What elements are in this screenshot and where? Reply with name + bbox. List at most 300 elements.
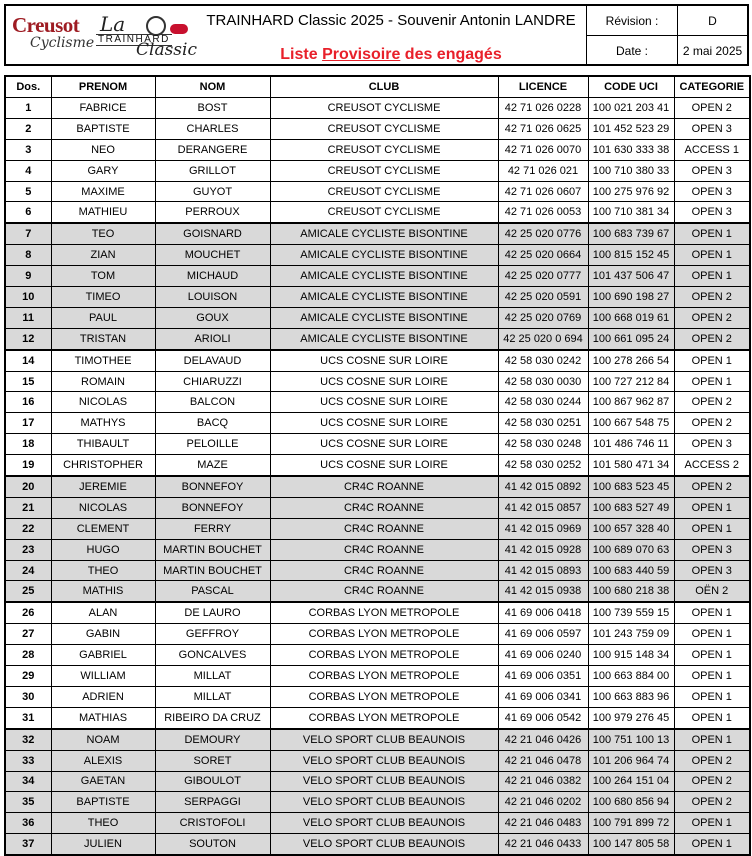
cell-prenom: NICOLAS — [51, 392, 155, 413]
cell-code-uci: 100 667 548 75 — [588, 413, 674, 434]
cell-club: CR4C ROANNE — [270, 476, 498, 497]
subtitle-pre: Liste — [280, 46, 323, 63]
cell-licence: 42 58 030 0251 — [498, 413, 588, 434]
cell-nom: GRILLOT — [155, 160, 270, 181]
cell-nom: PASCAL — [155, 581, 270, 602]
table-row — [5, 118, 750, 139]
table-row — [5, 160, 750, 181]
cell-code-uci: 100 663 884 00 — [588, 666, 674, 687]
cell-code-uci: 100 867 962 87 — [588, 392, 674, 413]
cell-prenom: TEO — [51, 223, 155, 244]
cell-categorie: OPEN 1 — [674, 371, 750, 392]
cell-club: AMICALE CYCLISTE BISONTINE — [270, 307, 498, 328]
table-row — [5, 434, 750, 455]
cell-licence: 41 42 015 0892 — [498, 476, 588, 497]
cell-club: CR4C ROANNE — [270, 581, 498, 602]
cell-categorie: OPEN 1 — [674, 602, 750, 623]
cell-prenom: WILLIAM — [51, 666, 155, 687]
cell-code-uci: 100 680 856 94 — [588, 792, 674, 813]
cell-code-uci: 100 689 070 63 — [588, 539, 674, 560]
cell-categorie: OPEN 1 — [674, 223, 750, 244]
table-row — [5, 476, 750, 497]
cell-licence: 42 25 020 0664 — [498, 245, 588, 266]
cell-licence: 41 69 006 0240 — [498, 645, 588, 666]
cell-club: CREUSOT CYCLISME — [270, 202, 498, 223]
cell-club: CORBAS LYON METROPOLE — [270, 686, 498, 707]
cell-licence: 42 58 030 0244 — [498, 392, 588, 413]
table-body — [5, 98, 750, 856]
cell-categorie: OPEN 2 — [674, 328, 750, 349]
cell-code-uci: 100 979 276 45 — [588, 707, 674, 728]
cell-code-uci: 100 690 198 27 — [588, 287, 674, 308]
cell-nom: MILLAT — [155, 686, 270, 707]
cell-club: CORBAS LYON METROPOLE — [270, 666, 498, 687]
cell-nom: BOST — [155, 98, 270, 119]
entries-table-wrapper — [4, 75, 749, 856]
cell-club: UCS COSNE SUR LOIRE — [270, 413, 498, 434]
cell-licence: 42 58 030 0030 — [498, 371, 588, 392]
cell-nom: SERPAGGI — [155, 792, 270, 813]
cell-code-uci: 100 278 266 54 — [588, 350, 674, 371]
cell-categorie: OPEN 3 — [674, 160, 750, 181]
cell-code-uci: 100 147 805 58 — [588, 834, 674, 855]
cell-nom: GEFFROY — [155, 624, 270, 645]
cell-nom: SOUTON — [155, 834, 270, 855]
cell-licence: 42 25 020 0776 — [498, 223, 588, 244]
cell-club: CR4C ROANNE — [270, 560, 498, 581]
cell-nom: MICHAUD — [155, 266, 270, 287]
cell-prenom: BAPTISTE — [51, 118, 155, 139]
cell-categorie: OPEN 1 — [674, 729, 750, 750]
cell-categorie: OPEN 1 — [674, 245, 750, 266]
cell-licence: 42 21 046 0382 — [498, 771, 588, 792]
cell-licence: 42 25 020 0777 — [498, 266, 588, 287]
cell-nom: RIBEIRO DA CRUZ — [155, 707, 270, 728]
cell-code-uci: 101 437 506 47 — [588, 266, 674, 287]
cell-dos: 2 — [5, 118, 51, 139]
cell-prenom: ALAN — [51, 602, 155, 623]
cell-prenom: TIMOTHEE — [51, 350, 155, 371]
wheel-icon — [146, 16, 166, 36]
cell-nom: PELOILLE — [155, 434, 270, 455]
cell-licence: 42 21 046 0433 — [498, 834, 588, 855]
cell-categorie: ACCESS 2 — [674, 455, 750, 476]
cell-nom: BACQ — [155, 413, 270, 434]
cell-dos: 9 — [5, 266, 51, 287]
cell-licence: 42 71 026 0228 — [498, 98, 588, 119]
creusot-cyclisme-logo — [12, 13, 95, 58]
table-row — [5, 245, 750, 266]
cell-prenom: THIBAULT — [51, 434, 155, 455]
cell-prenom: TIMEO — [51, 287, 155, 308]
table-row — [5, 686, 750, 707]
cell-dos: 1 — [5, 98, 51, 119]
cell-code-uci: 100 751 100 13 — [588, 729, 674, 750]
cell-prenom: MATHYS — [51, 413, 155, 434]
cell-nom: GONCALVES — [155, 645, 270, 666]
cell-prenom: JULIEN — [51, 834, 155, 855]
table-row — [5, 560, 750, 581]
cell-nom: GOISNARD — [155, 223, 270, 244]
cell-code-uci: 100 668 019 61 — [588, 307, 674, 328]
table-row — [5, 813, 750, 834]
cell-categorie: OPEN 1 — [674, 266, 750, 287]
cell-categorie: OPEN 2 — [674, 287, 750, 308]
cell-categorie: OPEN 2 — [674, 413, 750, 434]
cell-code-uci: 100 915 148 34 — [588, 645, 674, 666]
table-row — [5, 287, 750, 308]
cell-prenom: CLEMENT — [51, 518, 155, 539]
cell-nom: MILLAT — [155, 666, 270, 687]
cell-club: VELO SPORT CLUB BEAUNOIS — [270, 750, 498, 771]
table-row — [5, 792, 750, 813]
table-row — [5, 750, 750, 771]
cell-code-uci: 100 683 739 67 — [588, 223, 674, 244]
cell-dos: 21 — [5, 497, 51, 518]
table-row — [5, 139, 750, 160]
cell-categorie: OPEN 2 — [674, 771, 750, 792]
cell-nom: LOUISON — [155, 287, 270, 308]
table-row — [5, 371, 750, 392]
cell-licence: 42 25 020 0591 — [498, 287, 588, 308]
table-row — [5, 666, 750, 687]
cell-prenom: TOM — [51, 266, 155, 287]
cell-club: UCS COSNE SUR LOIRE — [270, 371, 498, 392]
table-row — [5, 645, 750, 666]
cell-dos: 23 — [5, 539, 51, 560]
cell-categorie: OPEN 2 — [674, 307, 750, 328]
cell-prenom: GABIN — [51, 624, 155, 645]
entries-table — [4, 75, 751, 856]
cell-code-uci: 100 815 152 45 — [588, 245, 674, 266]
cell-prenom: MATHIEU — [51, 202, 155, 223]
cell-categorie: OPEN 1 — [674, 645, 750, 666]
cell-club: UCS COSNE SUR LOIRE — [270, 434, 498, 455]
cell-nom: MARTIN BOUCHET — [155, 539, 270, 560]
table-row — [5, 539, 750, 560]
table-row — [5, 413, 750, 434]
cell-categorie: ACCESS 1 — [674, 139, 750, 160]
cell-licence: 41 42 015 0969 — [498, 518, 588, 539]
cell-club: CR4C ROANNE — [270, 497, 498, 518]
cell-nom: GUYOT — [155, 181, 270, 202]
cell-prenom: ROMAIN — [51, 371, 155, 392]
cell-dos: 15 — [5, 371, 51, 392]
cell-licence: 41 42 015 0928 — [498, 539, 588, 560]
cell-dos: 26 — [5, 602, 51, 623]
cell-dos: 8 — [5, 245, 51, 266]
cell-categorie: OPEN 3 — [674, 539, 750, 560]
cell-dos: 6 — [5, 202, 51, 223]
cell-categorie: OPEN 2 — [674, 476, 750, 497]
cell-code-uci: 100 683 523 45 — [588, 476, 674, 497]
header-dos: Dos. — [5, 76, 51, 98]
table-header-row — [5, 76, 750, 98]
cell-code-uci: 100 680 218 38 — [588, 581, 674, 602]
cell-licence: 41 42 015 0857 — [498, 497, 588, 518]
cell-code-uci: 100 021 203 41 — [588, 98, 674, 119]
cell-licence: 42 71 026 0053 — [498, 202, 588, 223]
subtitle-underlined: Provisoire — [322, 46, 401, 63]
cell-club: VELO SPORT CLUB BEAUNOIS — [270, 792, 498, 813]
header-nom: NOM — [155, 76, 270, 98]
date-value: 2 mai 2025 — [682, 44, 743, 58]
logo2-la: La — [100, 12, 126, 36]
table-row — [5, 455, 750, 476]
cell-club: CORBAS LYON METROPOLE — [270, 624, 498, 645]
cell-nom: CHARLES — [155, 118, 270, 139]
cell-dos: 5 — [5, 181, 51, 202]
cell-prenom: ALEXIS — [51, 750, 155, 771]
date-label: Date : — [615, 44, 648, 58]
table-row — [5, 518, 750, 539]
header-divider — [586, 35, 747, 36]
cell-club: CR4C ROANNE — [270, 539, 498, 560]
cell-licence: 42 71 026 021 — [498, 160, 588, 181]
cell-club: VELO SPORT CLUB BEAUNOIS — [270, 834, 498, 855]
cell-nom: SORET — [155, 750, 270, 771]
cell-dos: 10 — [5, 287, 51, 308]
cell-code-uci: 100 657 328 40 — [588, 518, 674, 539]
cell-club: AMICALE CYCLISTE BISONTINE — [270, 245, 498, 266]
cell-dos: 7 — [5, 223, 51, 244]
cell-licence: 42 21 046 0478 — [498, 750, 588, 771]
cell-categorie: OPEN 1 — [674, 686, 750, 707]
cell-prenom: ZIAN — [51, 245, 155, 266]
table-row — [5, 202, 750, 223]
cell-categorie: OPEN 3 — [674, 560, 750, 581]
cell-dos: 34 — [5, 771, 51, 792]
cell-club: UCS COSNE SUR LOIRE — [270, 455, 498, 476]
cell-club: CORBAS LYON METROPOLE — [270, 645, 498, 666]
cell-prenom: NEO — [51, 139, 155, 160]
cell-categorie: OPEN 1 — [674, 624, 750, 645]
table-row — [5, 602, 750, 623]
cell-dos: 27 — [5, 624, 51, 645]
cell-code-uci: 100 739 559 15 — [588, 602, 674, 623]
cell-categorie: OPEN 3 — [674, 434, 750, 455]
cell-prenom: THEO — [51, 560, 155, 581]
cell-nom: GIBOULOT — [155, 771, 270, 792]
cell-categorie: OPEN 2 — [674, 98, 750, 119]
cell-prenom: MATHIS — [51, 581, 155, 602]
cell-prenom: GAETAN — [51, 771, 155, 792]
document-subtitle — [206, 46, 576, 64]
cell-code-uci: 101 243 759 09 — [588, 624, 674, 645]
cell-dos: 28 — [5, 645, 51, 666]
cell-prenom: JEREMIE — [51, 476, 155, 497]
cell-licence: 41 69 006 0341 — [498, 686, 588, 707]
cell-categorie: OPEN 1 — [674, 497, 750, 518]
cell-code-uci: 100 264 151 04 — [588, 771, 674, 792]
cell-nom: MOUCHET — [155, 245, 270, 266]
cell-nom: PERROUX — [155, 202, 270, 223]
cell-categorie: OPEN 3 — [674, 118, 750, 139]
document-title: TRAINHARD Classic 2025 - Souvenir Antonin LANDRE — [206, 12, 576, 29]
cell-club: CREUSOT CYCLISME — [270, 139, 498, 160]
cell-club: VELO SPORT CLUB BEAUNOIS — [270, 813, 498, 834]
table-row — [5, 223, 750, 244]
cell-code-uci: 100 683 440 59 — [588, 560, 674, 581]
cell-code-uci: 101 452 523 29 — [588, 118, 674, 139]
cell-categorie: OPEN 2 — [674, 792, 750, 813]
cell-club: CR4C ROANNE — [270, 518, 498, 539]
cell-licence: 42 21 046 0426 — [498, 729, 588, 750]
cell-prenom: ADRIEN — [51, 686, 155, 707]
cell-code-uci: 101 486 746 11 — [588, 434, 674, 455]
cell-licence: 42 21 046 0202 — [498, 792, 588, 813]
cell-categorie: OPEN 2 — [674, 392, 750, 413]
cell-nom: FERRY — [155, 518, 270, 539]
cell-prenom: NOAM — [51, 729, 155, 750]
cell-code-uci: 100 661 095 24 — [588, 328, 674, 349]
cell-licence: 42 58 030 0248 — [498, 434, 588, 455]
logo2-trainhard: TRAINHARD — [98, 34, 170, 45]
cell-dos: 37 — [5, 834, 51, 855]
cell-nom: CHIARUZZI — [155, 371, 270, 392]
cell-dos: 22 — [5, 518, 51, 539]
cell-nom: DERANGERE — [155, 139, 270, 160]
cell-code-uci: 100 275 976 92 — [588, 181, 674, 202]
logo2-classic: Classic — [136, 40, 197, 60]
cell-club: CREUSOT CYCLISME — [270, 181, 498, 202]
cell-nom: ARIOLI — [155, 328, 270, 349]
cell-licence: 42 25 020 0769 — [498, 307, 588, 328]
cell-code-uci: 101 206 964 74 — [588, 750, 674, 771]
cell-code-uci: 100 710 380 33 — [588, 160, 674, 181]
cell-dos: 19 — [5, 455, 51, 476]
cell-dos: 25 — [5, 581, 51, 602]
table-row — [5, 307, 750, 328]
cell-club: AMICALE CYCLISTE BISONTINE — [270, 266, 498, 287]
cell-licence: 42 21 046 0483 — [498, 813, 588, 834]
cell-categorie: OPEN 2 — [674, 750, 750, 771]
cell-licence: 42 58 030 0252 — [498, 455, 588, 476]
cell-categorie: OPEN 1 — [674, 518, 750, 539]
cell-club: UCS COSNE SUR LOIRE — [270, 350, 498, 371]
cell-dos: 20 — [5, 476, 51, 497]
cell-dos: 30 — [5, 686, 51, 707]
cell-prenom: FABRICE — [51, 98, 155, 119]
cell-categorie: OPEN 3 — [674, 202, 750, 223]
cell-dos: 33 — [5, 750, 51, 771]
cell-prenom: HUGO — [51, 539, 155, 560]
cell-dos: 11 — [5, 307, 51, 328]
table-row — [5, 771, 750, 792]
table-row — [5, 98, 750, 119]
header-categorie: CATEGORIE — [674, 76, 750, 98]
cell-licence: 42 71 026 0607 — [498, 181, 588, 202]
revision-label: Révision : — [605, 14, 659, 28]
cell-prenom: NICOLAS — [51, 497, 155, 518]
cell-licence: 42 25 020 0 694 — [498, 328, 588, 349]
cell-club: AMICALE CYCLISTE BISONTINE — [270, 287, 498, 308]
revision-value: D — [708, 14, 717, 28]
cell-club: VELO SPORT CLUB BEAUNOIS — [270, 729, 498, 750]
cell-code-uci: 100 663 883 96 — [588, 686, 674, 707]
table-row — [5, 624, 750, 645]
cell-club: AMICALE CYCLISTE BISONTINE — [270, 223, 498, 244]
cell-nom: DEMOURY — [155, 729, 270, 750]
cell-club: CREUSOT CYCLISME — [270, 118, 498, 139]
cell-club: AMICALE CYCLISTE BISONTINE — [270, 328, 498, 349]
cell-prenom: THEO — [51, 813, 155, 834]
cell-dos: 24 — [5, 560, 51, 581]
cell-dos: 4 — [5, 160, 51, 181]
table-row — [5, 581, 750, 602]
cell-dos: 31 — [5, 707, 51, 728]
cell-licence: 42 71 026 0625 — [498, 118, 588, 139]
cell-categorie: OPEN 3 — [674, 181, 750, 202]
cell-licence: 41 69 006 0418 — [498, 602, 588, 623]
cell-categorie: OPEN 1 — [674, 813, 750, 834]
table-row — [5, 328, 750, 349]
header-club: CLUB — [270, 76, 498, 98]
cell-dos: 17 — [5, 413, 51, 434]
cell-dos: 3 — [5, 139, 51, 160]
header-code-uci: CODE UCI — [588, 76, 674, 98]
cell-nom: DELAVAUD — [155, 350, 270, 371]
header-licence: LICENCE — [498, 76, 588, 98]
cell-prenom: GARY — [51, 160, 155, 181]
cell-code-uci: 100 710 381 34 — [588, 202, 674, 223]
cell-dos: 12 — [5, 328, 51, 349]
cell-dos: 32 — [5, 729, 51, 750]
cell-licence: 41 42 015 0893 — [498, 560, 588, 581]
cell-licence: 41 42 015 0938 — [498, 581, 588, 602]
cell-licence: 41 69 006 0351 — [498, 666, 588, 687]
cell-code-uci: 101 630 333 38 — [588, 139, 674, 160]
cell-code-uci: 100 727 212 84 — [588, 371, 674, 392]
cell-prenom: MAXIME — [51, 181, 155, 202]
cell-prenom: TRISTAN — [51, 328, 155, 349]
cell-code-uci: 100 791 899 72 — [588, 813, 674, 834]
trainhard-classic-logo — [94, 12, 204, 60]
cell-categorie: OPEN 1 — [674, 834, 750, 855]
table-row — [5, 266, 750, 287]
cell-dos: 16 — [5, 392, 51, 413]
cell-prenom: GABRIEL — [51, 645, 155, 666]
red-badge-icon — [170, 24, 188, 34]
table-row — [5, 707, 750, 728]
logo1-line2: Cyclisme — [30, 35, 95, 51]
cell-nom: MARTIN BOUCHET — [155, 560, 270, 581]
cell-club: CREUSOT CYCLISME — [270, 98, 498, 119]
cell-code-uci: 101 580 471 34 — [588, 455, 674, 476]
cell-club: CREUSOT CYCLISME — [270, 160, 498, 181]
cell-prenom: CHRISTOPHER — [51, 455, 155, 476]
cell-dos: 14 — [5, 350, 51, 371]
cell-nom: DE LAURO — [155, 602, 270, 623]
cell-dos: 36 — [5, 813, 51, 834]
table-row — [5, 350, 750, 371]
cell-nom: CRISTOFOLI — [155, 813, 270, 834]
cell-code-uci: 100 683 527 49 — [588, 497, 674, 518]
cell-prenom: PAUL — [51, 307, 155, 328]
cell-club: UCS COSNE SUR LOIRE — [270, 392, 498, 413]
cell-nom: MAZE — [155, 455, 270, 476]
table-row — [5, 181, 750, 202]
cell-licence: 42 71 026 0070 — [498, 139, 588, 160]
table-row — [5, 392, 750, 413]
cell-nom: BONNEFOY — [155, 476, 270, 497]
cell-nom: GOUX — [155, 307, 270, 328]
table-row — [5, 834, 750, 855]
cell-licence: 41 69 006 0597 — [498, 624, 588, 645]
document-header — [4, 4, 749, 66]
cell-categorie: OËN 2 — [674, 581, 750, 602]
cell-club: CORBAS LYON METROPOLE — [270, 707, 498, 728]
